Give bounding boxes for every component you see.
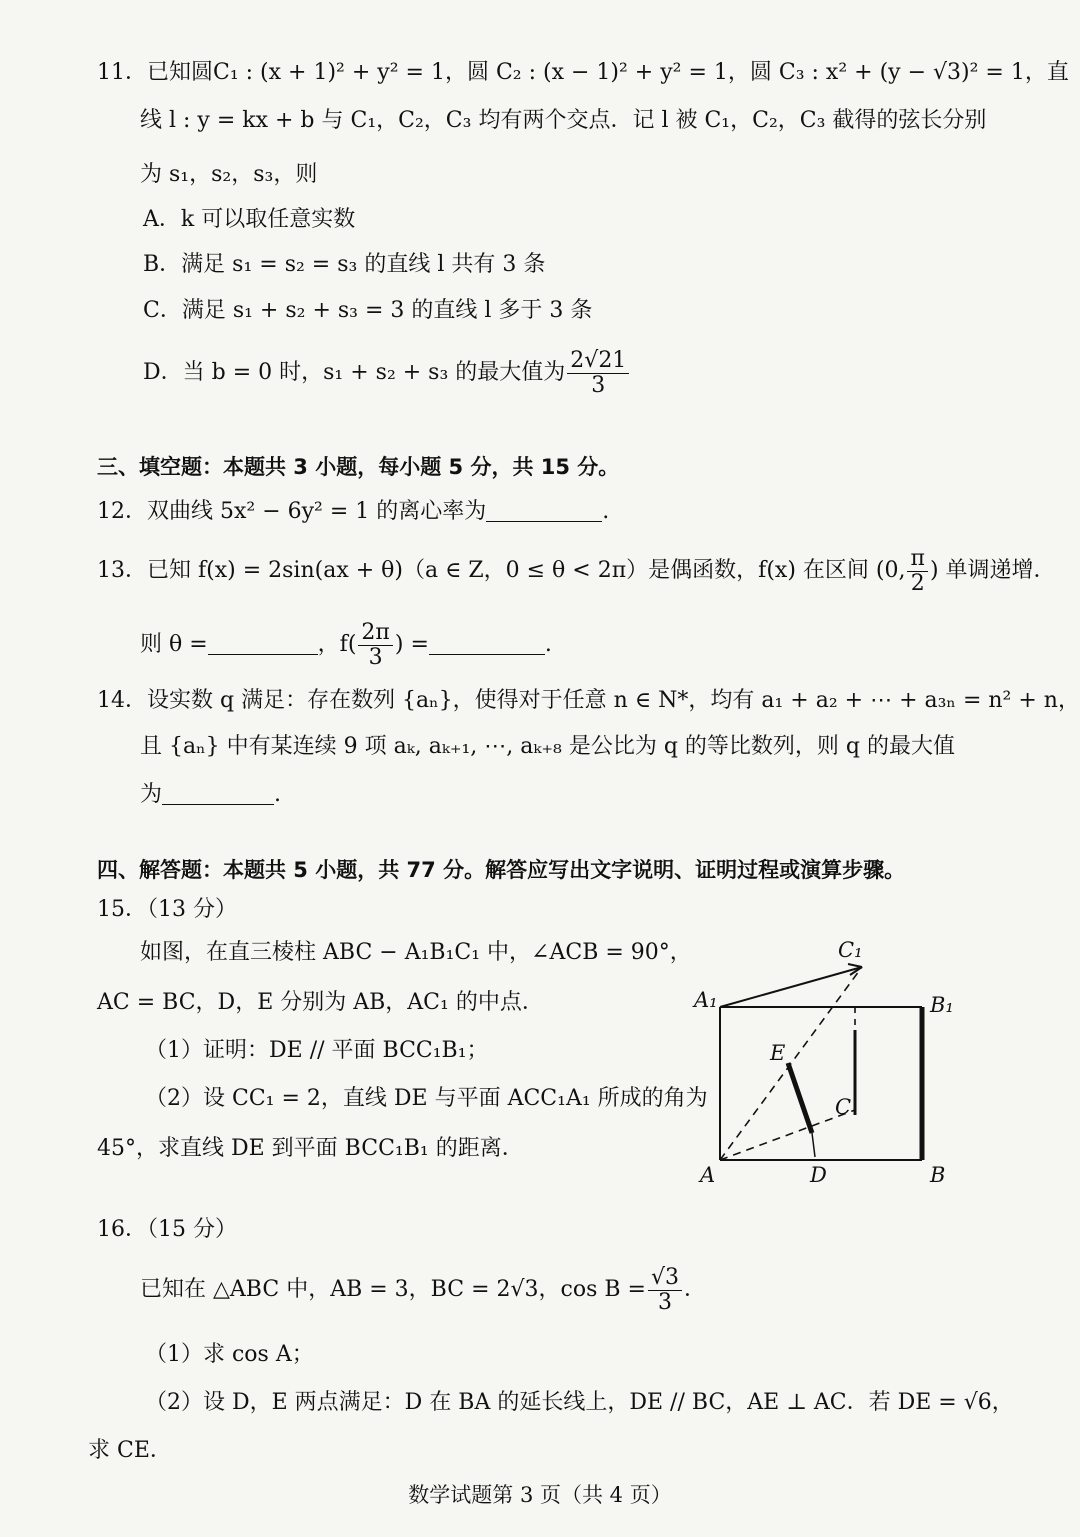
section-4-heading: 四、解答题：本题共 5 小题，共 77 分。解答应写出文字说明、证明过程或演算步骤。	[97, 858, 906, 882]
prism-figure	[690, 935, 980, 1195]
q13-line1	[97, 543, 1056, 599]
label-c: C	[835, 1095, 852, 1119]
segment-de	[788, 1063, 812, 1133]
section-3-heading: 三、填空题：本题共 3 小题，每小题 5 分，共 15 分。	[97, 455, 620, 479]
q13-fraction-2	[358, 621, 392, 668]
label-a: A	[700, 1163, 716, 1187]
q16-part1: （1）求 cos A；	[145, 1342, 314, 1367]
label-d: D	[810, 1163, 827, 1187]
label-c1: C₁	[838, 938, 863, 962]
q11-option-d-fraction	[567, 349, 629, 396]
q16-part2: （2）设 D，E 两点满足：D 在 BA 的延长线上，DE // BC，AE ⊥ AC．若 DE = √6，	[145, 1390, 1014, 1415]
q13-theta-blank[interactable]	[208, 632, 318, 655]
label-a1: A₁	[694, 988, 718, 1012]
q16-heading: 16．（15 分）	[97, 1217, 237, 1242]
fraction-numerator: √3	[648, 1266, 682, 1290]
label-b: B	[930, 1163, 946, 1187]
q15-part1: （1）证明：DE // 平面 BCC₁B₁；	[145, 1038, 489, 1063]
label-e: E	[770, 1041, 786, 1065]
q13-text-end: ) 单调递增．	[929, 558, 1056, 583]
q13-theta-label: 则 θ =	[140, 632, 208, 657]
q14-answer-blank[interactable]	[162, 782, 274, 805]
q16-fraction	[648, 1266, 682, 1313]
q11-option-d	[143, 345, 631, 401]
page-footer: 数学试题第 3 页（共 4 页）	[408, 1483, 672, 1507]
q14-line2: 且 {aₙ} 中有某连续 9 项 aₖ, aₖ₊₁, ⋯, aₖ₊₈ 是公比为 q 的等比数列，则 q 的最大值	[140, 734, 955, 759]
q15-part2-line1: （2）设 CC₁ = 2，直线 DE 与平面 ACC₁A₁ 所成的角为	[145, 1086, 708, 1111]
q13-fraction	[907, 547, 927, 594]
fraction-denominator: 2	[910, 570, 925, 596]
q13-line2	[140, 617, 552, 673]
q15-line1: 如图，在直三棱柱 ABC − A₁B₁C₁ 中，∠ACB = 90°，	[140, 940, 692, 965]
fraction-denominator: 3	[591, 372, 606, 398]
q11-line3: 为 s₁，s₂，s₃，则	[140, 162, 318, 187]
q15-part2-line2: 45°，求直线 DE 到平面 BCC₁B₁ 的距离．	[97, 1136, 524, 1161]
q12-text: 12．双曲线 5x² − 6y² = 1 的离心率为	[97, 499, 487, 524]
q13-text: 13．已知 f(x) = 2sin(ax + θ)（a ∈ Z，0 ≤ θ < 2π）是偶函数，f(x) 在区间 (0,	[97, 558, 906, 583]
q11-line2: 线 l : y = kx + b 与 C₁，C₂，C₃ 均有两个交点．记 l 被 C₁，C₂，C₃ 截得的弦长分别	[140, 108, 987, 133]
q13-f-blank[interactable]	[429, 632, 545, 655]
fraction-denominator: 3	[657, 1289, 672, 1315]
q13-f-label: ，f(	[317, 632, 357, 657]
fraction-denominator: 3	[368, 644, 383, 670]
q15-line2: AC = BC，D，E 分别为 AB，AC₁ 的中点．	[97, 990, 544, 1015]
fraction-numerator: 2√21	[567, 349, 629, 373]
q11-option-d-text: D．当 b = 0 时，s₁ + s₂ + s₃ 的最大值为	[143, 360, 566, 385]
q11-line1	[97, 58, 1069, 88]
q16-text: 已知在 △ABC 中，AB = 3，BC = 2√3，cos B =	[140, 1277, 646, 1302]
q14-line1: 14．设实数 q 满足：存在数列 {aₙ}，使得对于任意 n ∈ N*，均有 a₁ + a₂ + ⋯ + a₃ₙ = n² + n，	[97, 688, 1080, 713]
edge-a1c1	[720, 967, 862, 1007]
q14-line3	[140, 780, 281, 810]
q11-option-b: B．满足 s₁ = s₂ = s₃ 的直线 l 共有 3 条	[143, 252, 546, 277]
fraction-numerator: 2π	[358, 621, 392, 645]
q16-text-end: ．	[683, 1277, 706, 1302]
q13-end: .	[544, 632, 552, 657]
edge-ac1-dashed	[720, 967, 862, 1160]
q12-end: .	[602, 499, 610, 524]
fraction-numerator: π	[907, 547, 927, 571]
q12	[97, 497, 609, 527]
q11-line1-text: C₁ : (x + 1)² + y² = 1，圆 C₂ : (x − 1)² + y² = 1，圆 C₃ : x² + (y − √3)² = 1，直	[213, 60, 1069, 85]
q13-f-equals: ) =	[394, 632, 429, 657]
q14-text: 为	[140, 782, 163, 807]
label-b1: B₁	[930, 993, 954, 1017]
q11-option-a: A．k 可以取任意实数	[143, 207, 356, 232]
q11-number: 11．已知圆	[97, 60, 213, 85]
q16-line1	[140, 1260, 706, 1320]
q11-option-c: C．满足 s₁ + s₂ + s₃ = 3 的直线 l 多于 3 条	[143, 298, 593, 323]
q16-part2-line2: 求 CE．	[88, 1438, 172, 1463]
q15-heading: 15．（13 分）	[97, 897, 237, 922]
q14-end: .	[274, 782, 282, 807]
prism-drawing	[690, 935, 980, 1195]
q12-answer-blank[interactable]	[486, 499, 602, 522]
